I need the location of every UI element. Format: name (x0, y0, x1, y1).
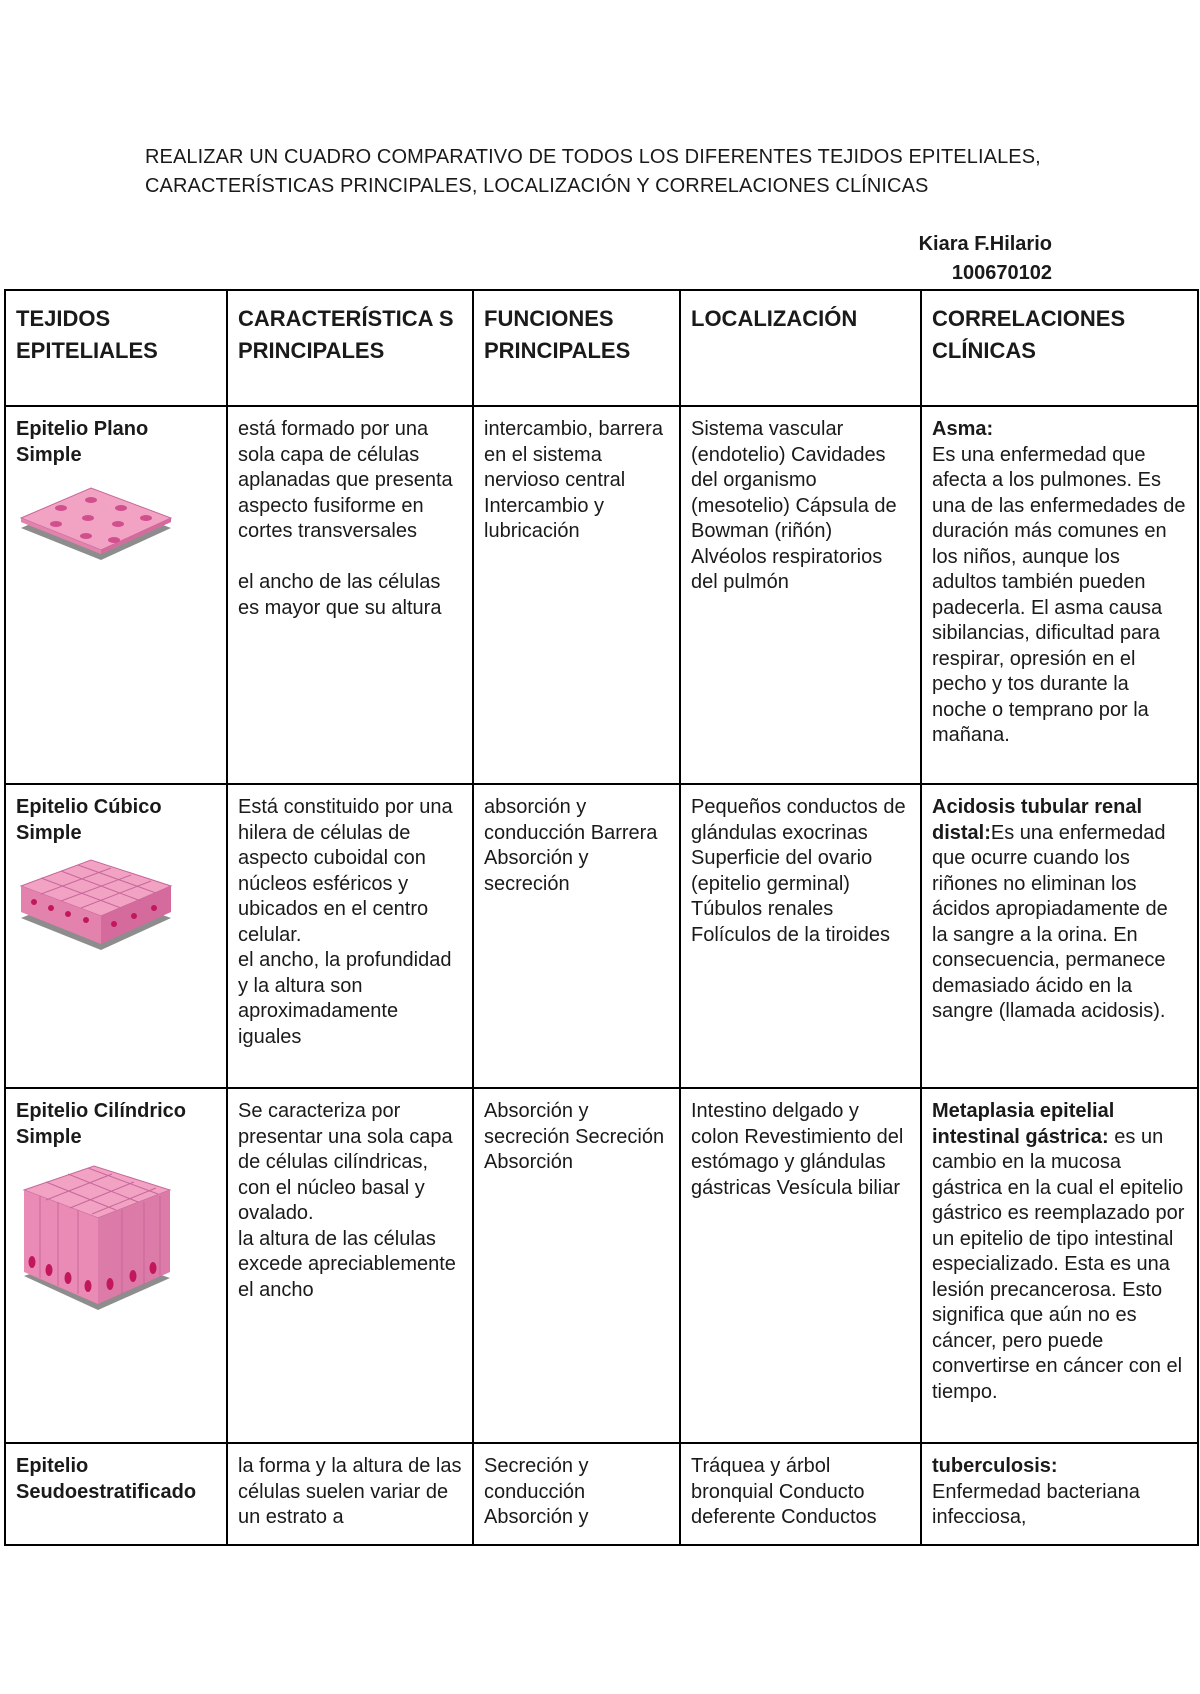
flat-epithelium-icon (16, 478, 176, 568)
tissue-name: Epitelio Plano Simple (16, 418, 149, 466)
document-title: REALIZAR UN CUADRO COMPARATIVO DE TODOS LOS DIFERENTES TEJIDOS EPITELIALES, CARACTERÍSTICAS PRINCIPALES, LOCALIZACIÓN Y CORRELACIONES CLÍNICAS (145, 146, 1041, 197)
clinical-cell (921, 406, 1198, 784)
functions-cell: Secreción y conducción Absorción y (473, 1443, 680, 1545)
characteristics-cell: está formado por una sola capa de células aplanadas que presenta aspecto fusiforme en cortes transversales el ancho de las células es mayor que su altura (227, 406, 473, 784)
functions-cell: Absorción y secreción Secreción Absorción (473, 1088, 680, 1443)
tissue-cell (5, 784, 227, 1088)
location-cell: Sistema vascular (endotelio) Cavidades del organismo (mesotelio) Cápsula de Bowman (riñón) Alvéolos respiratorios del pulmón (680, 406, 921, 784)
tissue-cell (5, 1088, 227, 1443)
column-header: TEJIDOS EPITELIALES (5, 290, 227, 406)
characteristics-cell: Se caracteriza por presentar una sola capa de células cilíndricas, con el núcleo basal y ovalado. la altura de las células excede apreciablemente el ancho (227, 1088, 473, 1443)
column-header: CARACTERÍSTICA S PRINCIPALES (227, 290, 473, 406)
tissue-cell (5, 406, 227, 784)
location-cell: Tráquea y árbol bronquial Conducto deferente Conductos (680, 1443, 921, 1545)
clinical-title: Metaplasia epitelial intestinal gástrica: (932, 1100, 1115, 1148)
clinical-text: Enfermedad bacteriana infecciosa, (932, 1480, 1140, 1528)
column-header: LOCALIZACIÓN (680, 290, 921, 406)
functions-cell: intercambio, barrera en el sistema nervioso central Intercambio y lubricación (473, 406, 680, 784)
clinical-cell (921, 1088, 1198, 1443)
clinical-text: Es una enfermedad que afecta a los pulmones. Es una de las enfermedades de duración más comunes en los niños, aunque los adultos también pueden padecerla. El asma causa sibilancias, dificultad para respirar, opresión en el pecho y tos durante la noche o temprano por la mañana. (932, 443, 1186, 746)
tissue-name: Epitelio Cúbico Simple (16, 796, 162, 844)
characteristics-cell: la forma y la altura de las células suelen variar de un estrato a (227, 1443, 473, 1545)
columnar-epithelium-icon (16, 1160, 176, 1320)
column-header: FUNCIONES PRINCIPALES (473, 290, 680, 406)
characteristics-cell: Está constituido por una hilera de células de aspecto cuboidal con núcleos esféricos y ubicados en el centro celular. el ancho, la profundidad y la altura son aproximadamente iguales (227, 784, 473, 1088)
comparison-table (4, 289, 1199, 1546)
author-block (919, 230, 1052, 288)
tissue-name: Epitelio Seudoestratificado (16, 1455, 197, 1503)
cuboidal-epithelium-icon (16, 856, 176, 956)
table-row (5, 784, 1198, 1088)
table-row (5, 1443, 1198, 1545)
table-row (5, 1088, 1198, 1443)
tissue-cell (5, 1443, 227, 1545)
functions-cell: absorción y conducción Barrera Absorción y secreción (473, 784, 680, 1088)
author-name: Kiara F.Hilario (918, 233, 1052, 255)
tissue-name: Epitelio Cilíndrico Simple (16, 1100, 187, 1148)
column-header: CORRELACIONES CLÍNICAS (921, 290, 1198, 406)
table-row (5, 406, 1198, 784)
clinical-text: es un cambio en la mucosa gástrica en la cual el epitelio gástrico es reemplazado por un epitelio de tipo intestinal especializado. Esta es una lesión precancerosa. Esto significa que aún no es cáncer, pero puede convertirse en cáncer con el tiempo. (932, 1125, 1185, 1403)
clinical-cell (921, 1443, 1198, 1545)
location-cell: Intestino delgado y colon Revestimiento del estómago y glándulas gástricas Vesícula biliar (680, 1088, 921, 1443)
student-id: 100670102 (951, 262, 1052, 284)
clinical-title: tuberculosis: (932, 1455, 1058, 1477)
clinical-title: Acidosis tubular renal distal: (932, 796, 1143, 844)
clinical-cell (921, 784, 1198, 1088)
clinical-title: Asma: (932, 418, 994, 440)
location-cell: Pequeños conductos de glándulas exocrinas Superficie del ovario (epitelio germinal) Túbulos renales Folículos de la tiroides (680, 784, 921, 1088)
clinical-text: Es una enfermedad que ocurre cuando los riñones no eliminan los ácidos apropiadamente de la sangre a la orina. En consecuencia, permanece demasiado ácido en la sangre (llamada acidosis). (932, 821, 1168, 1022)
table-header-row (5, 290, 1198, 406)
